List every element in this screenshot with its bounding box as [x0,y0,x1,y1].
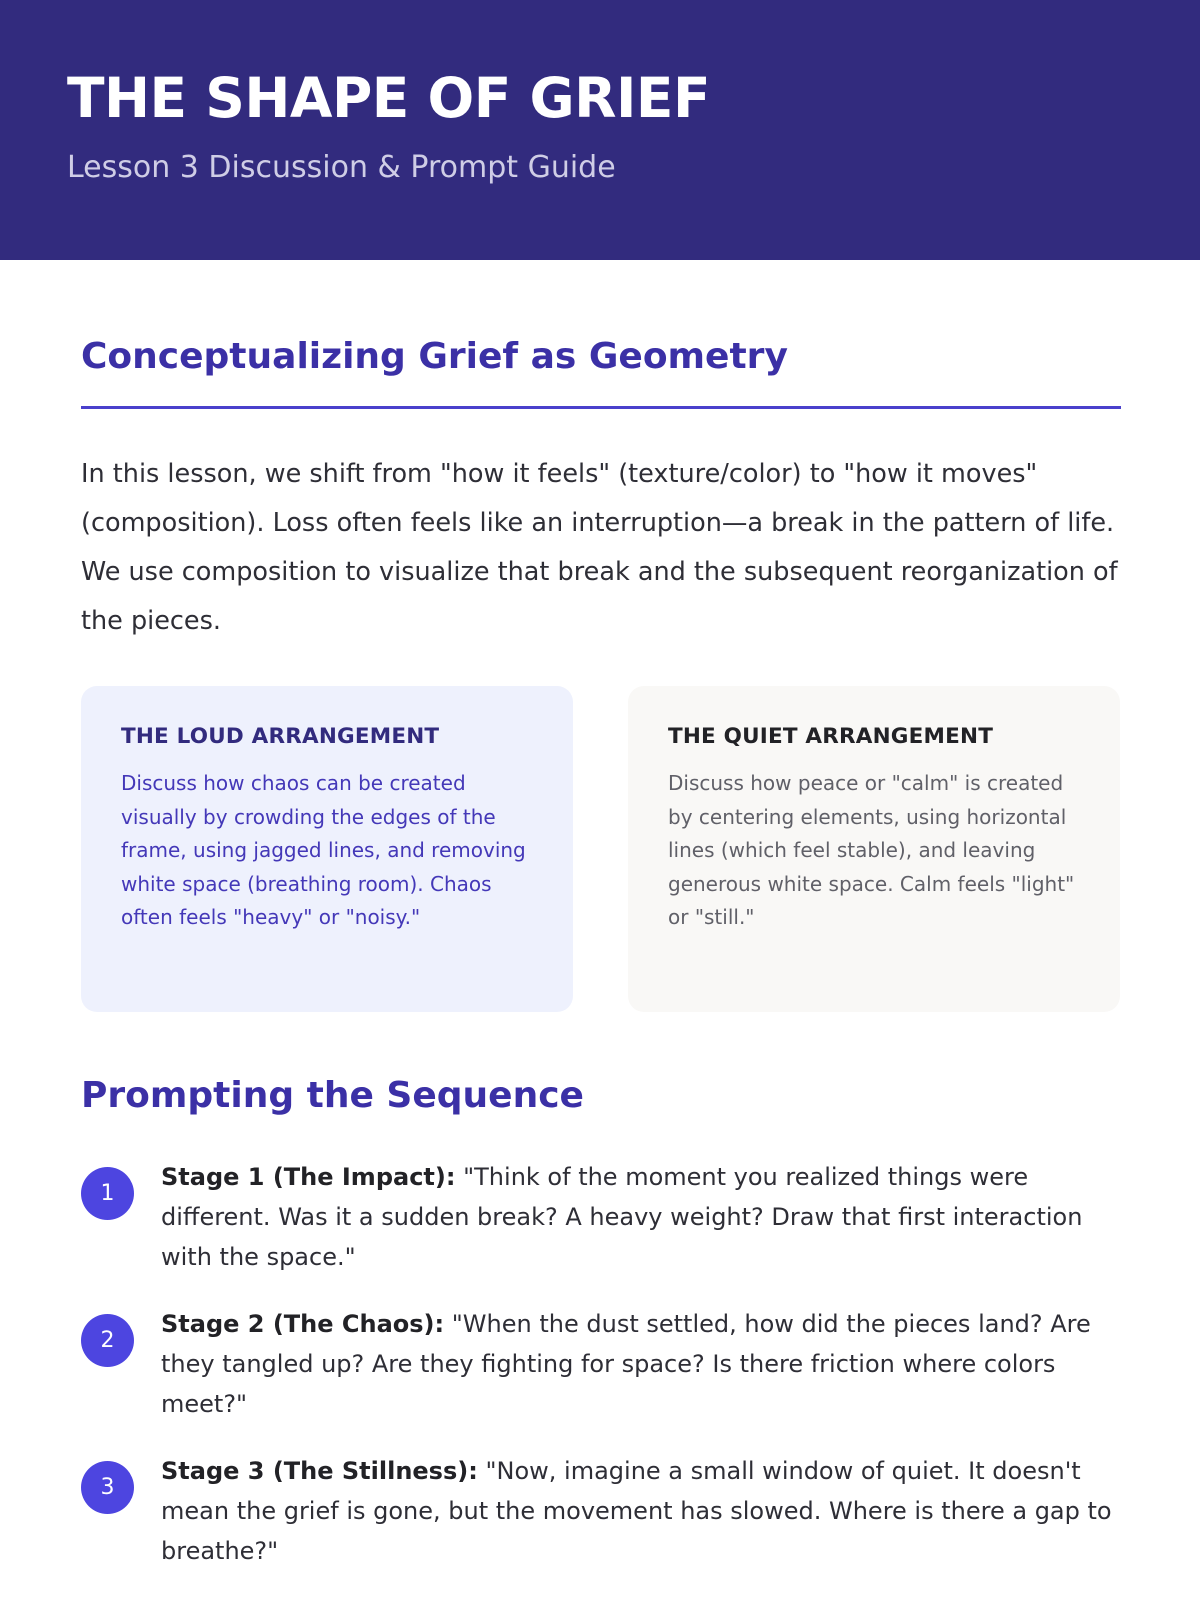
page-title: THE SHAPE OF GRIEF [67,66,711,130]
stage-prompt: "Think of the moment you realized things were different. Was it a sudden break? A heavy weight? Draw that first interaction with the space." [161,1163,1083,1271]
quiet-arrangement-card [628,686,1120,1012]
stage-text [161,1451,1126,1571]
stage-label: Stage 2 (The Chaos): [161,1310,445,1338]
stage-text [161,1304,1126,1424]
quiet-card-body: Discuss how peace or "calm" is created by centering elements, using horizontal lines (which feel stable), and leaving generous white space. Calm feels "light" or "still." [668,771,1075,929]
page-header [0,0,1200,260]
loud-card-body: Discuss how chaos can be created visually by crowding the edges of the frame, using jagged lines, and removing white space (breathing room). Chaos often feels "heavy" or "noisy." [121,771,526,929]
stage-text [161,1157,1126,1277]
stage-number-badge: 1 [81,1167,134,1220]
stage-label: Stage 1 (The Impact): [161,1163,456,1191]
page-subtitle: Lesson 3 Discussion & Prompt Guide [67,150,616,185]
stage-item [81,1451,1126,1571]
stage-prompt: "Now, imagine a small window of quiet. It doesn't mean the grief is gone, but the movement has slowed. Where is there a gap to breathe?" [161,1457,1112,1565]
loud-arrangement-card [81,686,573,1012]
stage-label: Stage 3 (The Stillness): [161,1457,478,1485]
section-divider [81,406,1121,409]
section-heading-geometry: Conceptualizing Grief as Geometry [81,336,788,377]
loud-card-title: THE LOUD ARRANGEMENT [121,724,440,749]
quiet-card-title: THE QUIET ARRANGEMENT [668,724,994,749]
stage-number-badge: 2 [81,1314,134,1367]
stage-prompt: "When the dust settled, how did the pieces land? Are they tangled up? Are they fighting for space? Is there friction where colors meet?" [161,1310,1091,1418]
intro-paragraph: In this lesson, we shift from "how it feels" (texture/color) to "how it moves" (composition). Loss often feels like an interruption—a break in the pattern of life. We use composition to visualize that break and the subsequent reorganization of the pieces. [81,459,1118,636]
section-heading-sequence: Prompting the Sequence [81,1075,584,1116]
stage-item [81,1304,1126,1424]
stage-number-badge: 3 [81,1461,134,1514]
stage-item [81,1157,1126,1277]
